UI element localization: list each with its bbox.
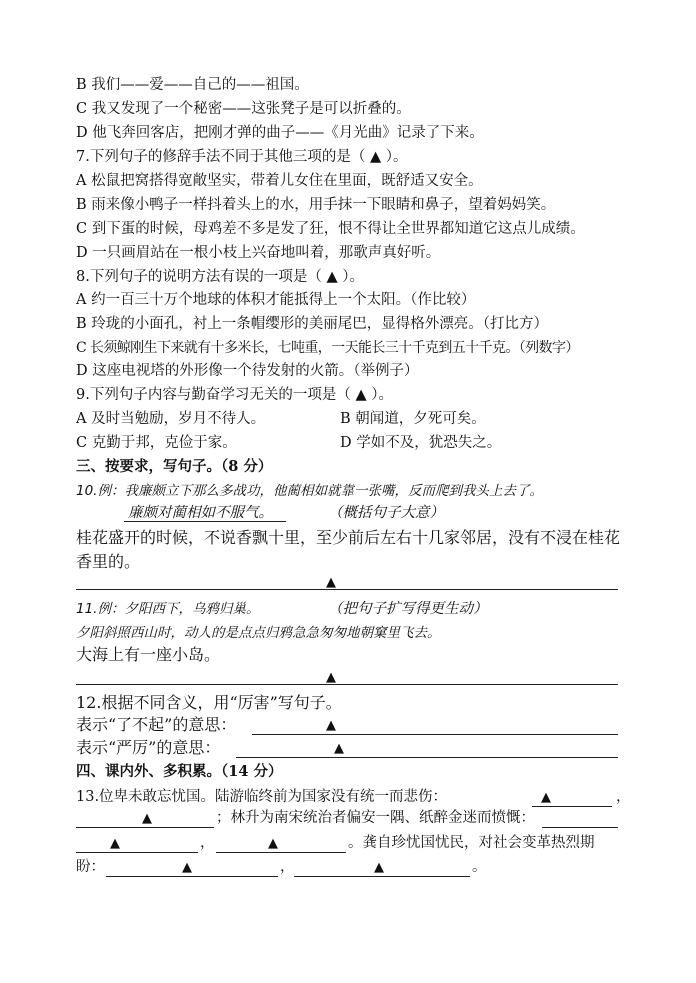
q13-marker-2: ▲ <box>142 811 152 826</box>
q9-option-d: D 学如不及，犹恐失之。 <box>340 435 502 451</box>
q10-sentence-line2: 香里的。 <box>76 552 141 571</box>
q11-answer-line[interactable] <box>76 684 618 685</box>
question-8: 8.下列句子的说明方法有误的一项是（ ▲ ）。 <box>76 269 364 285</box>
section-3-heading: 三、按要求，写句子。（8 分） <box>76 458 273 475</box>
q13-blank-3[interactable] <box>542 809 618 828</box>
q13-comma-3: ， <box>280 859 295 875</box>
q13-marker-5: ▲ <box>268 836 278 851</box>
q10-answer-line[interactable] <box>76 589 618 590</box>
q13-blank-4[interactable] <box>76 834 198 853</box>
q9-option-a: A 及时当勉励，岁月不待人。 <box>76 411 266 427</box>
section-4-heading: 四、课内外、多积累。（14 分） <box>76 763 283 780</box>
q10-example-answer: 廉颇对蔺相如不服气。 <box>128 505 273 521</box>
q13-line2-text: ；林升为南宋统治者偏安一隅、纸醉金迷而愤慨： <box>216 810 535 826</box>
q13-line3-text: 。龚自珍忧国忧民，对社会变革热烈期 <box>348 835 595 851</box>
q13-comma-2: ， <box>200 835 215 851</box>
q11-example-answer: 夕阳斜照西山时，动人的是点点归鸦急急匆匆地朝窠里飞去。 <box>76 625 441 641</box>
q10-instruction: （概括句子大意） <box>328 505 444 521</box>
question-7: 7.下列句子的修辞手法不同于其他三项的是（ ▲ ）。 <box>76 149 408 165</box>
q13-marker-1: ▲ <box>541 790 551 805</box>
q8-option-b: B 玲珑的小面孔，衬上一条帽缨形的美丽尾巴，显得格外漂亮。（打比方） <box>76 316 549 332</box>
q8-option-a: A 约一百三十万个地球的体积才能抵得上一个太阳。（作比较） <box>76 292 476 308</box>
q7-option-d: D 一只画眉站在一根小枝上兴奋地叫着，那歌声真好听。 <box>76 245 441 261</box>
q13-marker-7: ▲ <box>374 860 384 875</box>
q10-sentence-line1: 桂花盛开的时候，不说香飘十里，至少前后左右十几家邻居，没有不浸在桂花 <box>76 528 621 547</box>
q10-example-underline <box>124 521 286 522</box>
q12-marker-a: ▲ <box>326 718 336 733</box>
q13-marker-6: ▲ <box>182 860 192 875</box>
q12-answer-b[interactable] <box>236 739 618 758</box>
question-12: 12.根据不同含义，用“厉害”写句子。 <box>76 693 342 712</box>
q11-instruction: （把句子扩写得更生动） <box>328 601 488 617</box>
q8-option-d: D 这座电视塔的外形像一个待发射的火箭。（举例子） <box>76 363 419 379</box>
q13-period: 。 <box>472 859 487 875</box>
q13-line1: 13.位卑未敢忘忧国。陆游临终前为国家没有统一而悲伤： <box>76 789 448 805</box>
q12-prompt-b: 表示“严厉”的意思： <box>76 738 221 757</box>
q7-option-b: B 雨来像小鸭子一样抖着头上的水，用手抹一下眼睛和鼻子，望着妈妈笑。 <box>76 197 556 213</box>
q13-marker-4: ▲ <box>110 836 120 851</box>
q10-answer-marker: ▲ <box>326 575 336 590</box>
q9-option-b: B 朝闻道，夕死可矣。 <box>340 411 486 427</box>
q13-line4-label: 盼： <box>76 859 105 875</box>
option-d-line: D 他飞奔回客店，把刚才弹的曲子——《月光曲》记录了下来。 <box>76 125 484 141</box>
option-c-line: C 我又发现了一个秘密——这张凳子是可以折叠的。 <box>76 101 411 117</box>
question-11: 11.例：夕阳西下，乌鸦归巢。 <box>76 601 260 617</box>
q11-sentence: 大海上有一座小岛。 <box>76 645 221 664</box>
q7-option-c: C 到下蛋的时候，母鸡差不多是发了狂，恨不得让全世界都知道它这点儿成绩。 <box>76 221 585 237</box>
q9-option-c: C 克勤于邦，克俭于家。 <box>76 435 237 451</box>
q7-option-a: A 松鼠把窝搭得宽敞坚实，带着儿女住在里面，既舒适又安全。 <box>76 173 483 189</box>
question-10: 10.例：我廉颇立下那么多战功，他蔺相如就靠一张嘴，反而爬到我头上去了。 <box>76 483 543 499</box>
q11-answer-marker: ▲ <box>326 670 336 685</box>
q13-blank-5[interactable] <box>216 834 346 853</box>
q12-answer-a[interactable] <box>252 716 618 735</box>
question-9: 9.下列句子内容与勤奋学习无关的一项是（ ▲ ）。 <box>76 387 393 403</box>
q13-blank-6[interactable] <box>106 858 278 877</box>
q12-prompt-a: 表示“了不起”的意思： <box>76 715 237 734</box>
option-b-line: B 我们——爱——自己的——祖国。 <box>76 77 309 93</box>
q8-option-c: C 长须鲸刚生下来就有十多米长，七吨重，一天能长三十千克到五十千克。（列数字） <box>76 340 579 356</box>
q12-marker-b: ▲ <box>334 741 344 756</box>
q13-comma-1: ， <box>616 789 631 805</box>
